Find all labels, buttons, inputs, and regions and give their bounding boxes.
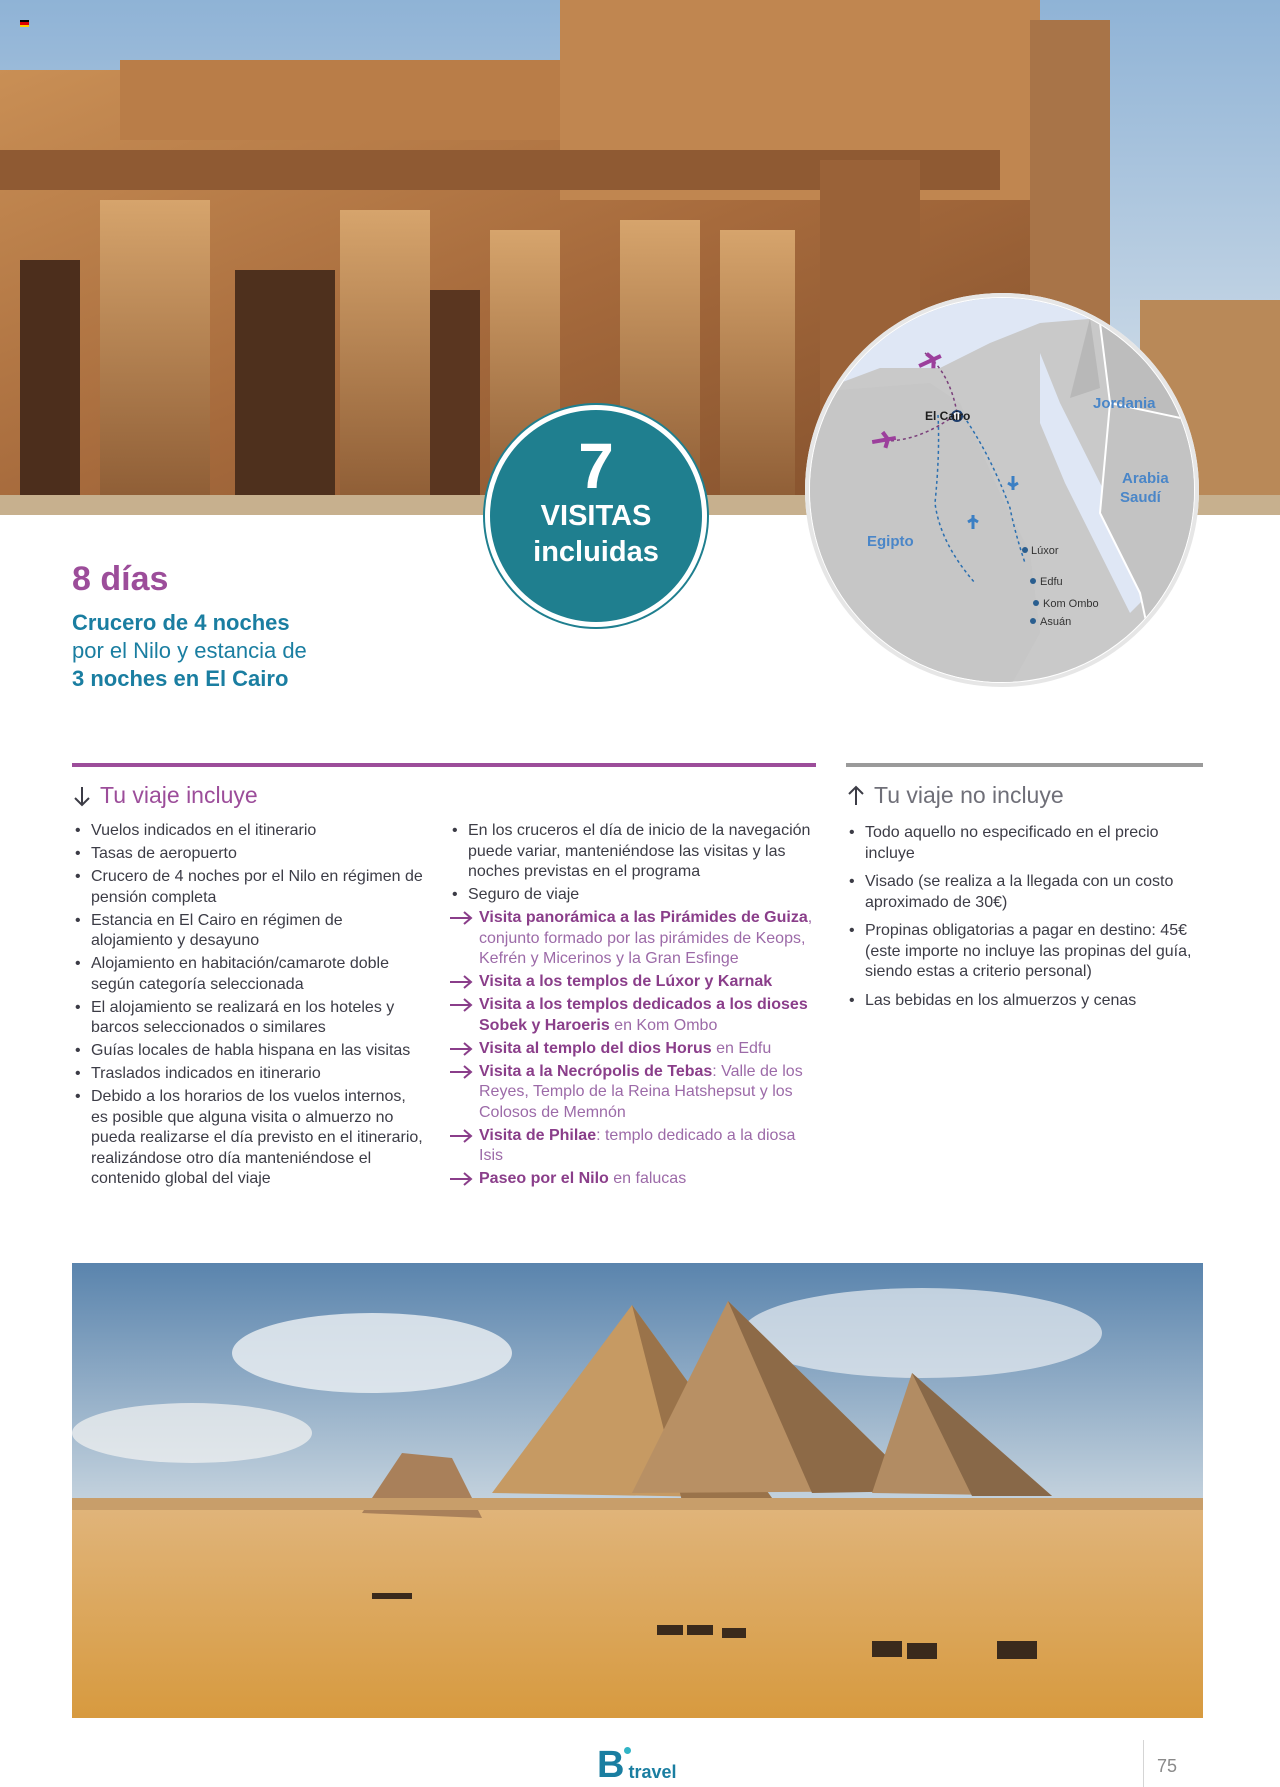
- btravel-logo: [597, 1744, 677, 1786]
- list-item: [72, 1041, 424, 1062]
- visit-item: [449, 995, 819, 1036]
- germany-flag-icon: [20, 20, 29, 27]
- bullet-icon: •: [75, 911, 81, 929]
- flag-stripe: [20, 25, 29, 27]
- trip-cairo-line: 3 noches en El Cairo: [72, 666, 289, 691]
- list-item: [846, 991, 1206, 1012]
- logo-b-letter: B: [597, 1744, 625, 1786]
- bullet-icon: •: [849, 824, 855, 841]
- list-item-text: El alojamiento se realizará en los hoteles y barcos seleccionados o similares: [91, 998, 395, 1036]
- list-item: [846, 921, 1206, 983]
- includes-divider: [72, 763, 816, 767]
- visit-item: [449, 1039, 819, 1060]
- arrow-right-icon: [449, 975, 473, 989]
- bullet-icon: •: [452, 886, 458, 903]
- list-item: [72, 844, 424, 865]
- visits-badge: [485, 405, 707, 627]
- map-label-saudi-1: Arabia: [1122, 470, 1169, 487]
- visit-item: [449, 1169, 819, 1190]
- map-label-aswan: Asuán: [1040, 616, 1072, 628]
- map-label-saudi-2: Saudí: [1120, 489, 1161, 506]
- list-item: [72, 1064, 424, 1085]
- map-label-egypt: Egipto: [867, 533, 914, 550]
- visit-item: [449, 1126, 819, 1167]
- list-item: [846, 823, 1206, 864]
- logo-text: travel: [628, 1762, 677, 1782]
- list-item-text: Estancia en El Cairo en régimen de alojamiento y desayuno: [91, 911, 343, 949]
- visits-label: VISITAS: [540, 500, 652, 532]
- list-item-text: En los cruceros el día de inicio de la navegación puede variar, manteniéndose las visitas y las noches previstas en el programa: [468, 822, 811, 880]
- visit-detail: , conjunto formado por las pirámides de Keops, Kefrén y Micerinos y la Gran Esfinge: [479, 909, 813, 967]
- arrow-down-icon: [72, 785, 92, 807]
- includes-title: Tu viaje incluye: [100, 782, 258, 808]
- map-label-jordan: Jordania: [1093, 395, 1156, 412]
- list-item: [72, 867, 424, 908]
- list-item-text: Todo aquello no especificado en el precio incluye: [865, 824, 1159, 862]
- trip-description-line: por el Nilo y estancia de: [72, 638, 307, 663]
- visit-title: Visita a la Necrópolis de Tebas: [479, 1062, 713, 1080]
- map-label-cairo: El Cairo: [925, 409, 971, 423]
- bullet-icon: •: [75, 822, 81, 839]
- excludes-divider: [846, 763, 1203, 767]
- list-item-text: Seguro de viaje: [468, 886, 580, 903]
- list-item: [72, 954, 424, 995]
- list-item-text: Guías locales de habla hispana en las visitas: [91, 1042, 411, 1059]
- arrow-right-icon: [449, 998, 473, 1012]
- visits-included-label: incluidas: [533, 536, 659, 568]
- bullet-icon: •: [849, 873, 855, 890]
- visit-title: Visita de Philae: [479, 1126, 597, 1144]
- visit-detail: en Kom Ombo: [609, 1016, 718, 1034]
- excludes-list: [846, 823, 1206, 1019]
- includes-list-col2: [449, 821, 819, 1192]
- excludes-heading: [846, 782, 1064, 809]
- list-item: [449, 885, 819, 906]
- visit-title: Visita panorámica a las Pirámides de Guiza: [479, 909, 808, 926]
- bullet-icon: •: [849, 991, 855, 1009]
- bullet-icon: •: [75, 868, 81, 885]
- excludes-title: Tu viaje no incluye: [874, 782, 1064, 808]
- visit-detail: en falucas: [608, 1170, 687, 1187]
- list-item: [72, 821, 424, 842]
- pyramids-image: [72, 1263, 1203, 1718]
- list-item-text: Crucero de 4 noches por el Nilo en régimen de pensión completa: [91, 868, 423, 906]
- bullet-icon: •: [75, 1065, 81, 1082]
- visit-item: [449, 972, 819, 993]
- visit-item: [449, 908, 819, 970]
- bullet-icon: •: [849, 922, 855, 939]
- bullet-icon: •: [75, 998, 81, 1016]
- list-item-text: Traslados indicados en itinerario: [91, 1065, 321, 1082]
- map-label-kom-ombo: Kom Ombo: [1043, 598, 1099, 610]
- list-item-text: Alojamiento en habitación/camarote doble según categoría seleccionada: [91, 955, 389, 993]
- bullet-icon: •: [75, 1042, 81, 1059]
- visit-detail: : templo dedicado a la diosa Isis: [479, 1126, 796, 1164]
- includes-heading: [72, 782, 258, 809]
- list-item: [72, 1087, 424, 1190]
- visit-detail: en Edfu: [711, 1039, 772, 1057]
- trip-cruise-line: Crucero de 4 noches: [72, 610, 290, 635]
- visit-detail: : Valle de los Reyes, Templo de la Reina Hatshepsut y los Colosos de Memnón: [479, 1062, 803, 1121]
- list-item-text: Visado (se realiza a la llegada con un costo aproximado de 30€): [865, 873, 1174, 911]
- bullet-icon: •: [452, 822, 458, 839]
- trip-duration: 8 días: [72, 560, 169, 598]
- map-label-luxor: Lúxor: [1031, 545, 1059, 557]
- list-item-text: Vuelos indicados en el itinerario: [91, 822, 317, 839]
- arrow-right-icon: [449, 1172, 473, 1186]
- visits-count: 7: [578, 430, 614, 502]
- arrow-up-icon: [846, 785, 866, 807]
- list-item: [72, 911, 424, 952]
- route-map: [800, 293, 1204, 687]
- visit-title: Visita al templo del dios Horus: [479, 1039, 712, 1057]
- list-item-text: Las bebidas en los almuerzos y cenas: [865, 991, 1137, 1009]
- list-item: [846, 872, 1206, 913]
- visit-title: Visita a los templos dedicados a los dioses Sobek y Haroeris: [479, 996, 808, 1034]
- map-label-edfu: Edfu: [1040, 576, 1063, 588]
- trip-intro: [72, 560, 452, 693]
- bullet-icon: •: [75, 845, 81, 862]
- includes-list-col1: [72, 821, 424, 1192]
- arrow-right-icon: [449, 1042, 473, 1056]
- visit-item: [449, 1062, 819, 1124]
- logo-b: [597, 1744, 625, 1786]
- arrow-right-icon: [449, 1065, 473, 1079]
- arrow-right-icon: [449, 1129, 473, 1143]
- footer-divider: [1143, 1740, 1144, 1787]
- list-item-text: Debido a los horarios de los vuelos internos, es posible que alguna visita o almuerzo no pueda realizarse el día previsto en el itinerario, realizándose otro día manteniéndose el contenido global del viaje: [91, 1088, 423, 1187]
- visit-title: Paseo por el Nilo: [479, 1170, 609, 1187]
- list-item-text: Propinas obligatorias a pagar en destino: 45€ (este importe no incluye las propinas del guía, siendo estas a criterio personal): [865, 922, 1192, 980]
- list-item: [449, 821, 819, 883]
- bullet-icon: •: [75, 955, 81, 972]
- bullet-icon: •: [75, 1088, 81, 1105]
- visit-title: Visita a los templos de Lúxor y Karnak: [479, 973, 773, 990]
- arrow-right-icon: [449, 911, 473, 925]
- list-item-text: Tasas de aeropuerto: [91, 845, 237, 862]
- logo-dot: [624, 1747, 631, 1754]
- page-number: 75: [1157, 1756, 1178, 1776]
- list-item: [72, 998, 424, 1039]
